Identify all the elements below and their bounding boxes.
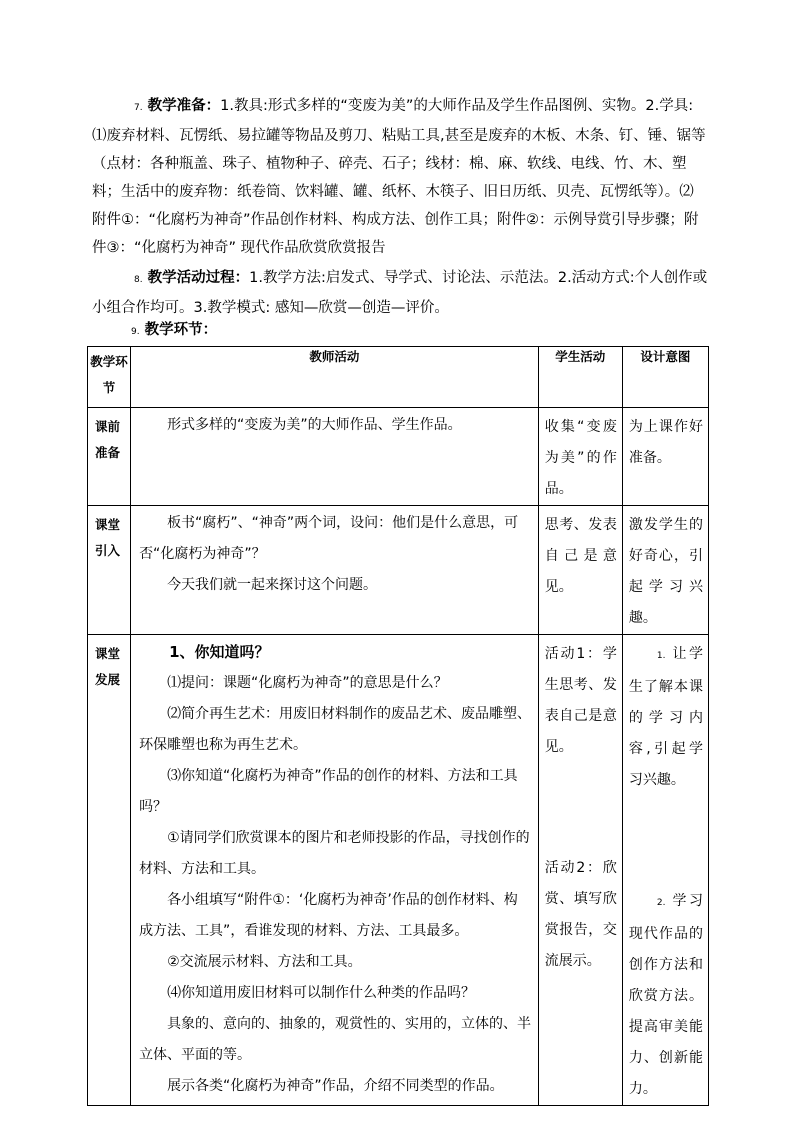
row-student-activity: 收集“变废为美”的作品。 (538, 408, 622, 506)
design-intent-2: 2. 学习现代作品的创作方法和欣赏方法。提高审美能力、创新能力。 (628, 893, 704, 1097)
section-7-number: 7. (134, 103, 143, 113)
section-9-title: 教学环节： (144, 322, 218, 338)
table-row (88, 506, 709, 635)
section-9-number: 9. (131, 327, 140, 337)
teacher-text: ②交流展示材料、方法和工具。 (167, 954, 362, 970)
teacher-section-title: 1、你知道吗？ (169, 643, 270, 661)
teacher-text: 展示各类“化腐朽为神奇”作品，介绍不同类型的作品。 (167, 1078, 504, 1094)
design-intent-1: 1. 让学生了解本课的学习内容,引起学习兴趣。 (628, 646, 704, 788)
teacher-text: ⑴提问：课题“化腐朽为神奇”的意思是什么？ (167, 675, 448, 691)
header-teacher: 教师活动 (131, 347, 539, 408)
row-stage: 课前准备 (88, 408, 131, 506)
row-teacher-activity (131, 506, 539, 635)
teacher-text: 各小组填写“附件①：‘化腐朽为神奇’作品的创作材料、构成方法、工具”，看谁发现的材料、方法、工具最多。 (139, 892, 518, 939)
row-teacher-activity (131, 408, 539, 506)
row-design-intent: 激发学生的好奇心，引起学习兴趣。 (622, 506, 708, 635)
table-row (88, 635, 709, 1106)
header-student: 学生活动 (538, 347, 622, 408)
section-8-text: 1.教学方法:启发式、导学式、讨论法、示范法。2.活动方式:个人创作或小组合作均可。3.教学模式: 感知—欣赏—创造—评价。 (92, 270, 708, 316)
section-7-title: 教学准备： (147, 98, 221, 114)
teacher-text: 板书“腐朽”、“神奇”两个词，设问：他们是什么意思，可否“化腐朽为神奇”？ (139, 515, 519, 562)
student-activity-1: 活动1：学生思考、发表自己是意见。 (544, 646, 617, 755)
table-row (88, 408, 709, 506)
row-stage: 课堂引入 (88, 506, 131, 635)
student-activity-2: 活动2：欣赏、填写欣赏报告，交流展示。 (544, 860, 617, 969)
teacher-text: 具象的、意向的、抽象的，观赏性的、实用的，立体的、半立体、平面的等。 (139, 1016, 532, 1063)
section-8-paragraph (92, 264, 708, 322)
row-student-activity: 思考、发表自己是意见。 (538, 506, 622, 635)
teaching-steps-table (87, 346, 709, 1106)
teacher-text: ⑶你知道“化腐朽为神奇”作品的创作的材料、方法和工具吗？ (139, 768, 518, 815)
teacher-text: ⑷你知道用废旧材料可以制作什么种类的作品吗？ (167, 985, 476, 1001)
row-design-intent: 为上课作好准备。 (622, 408, 708, 506)
section-8-title: 教学活动过程： (147, 270, 250, 286)
table-header-row (88, 347, 709, 408)
teacher-text: ①请同学们欣赏课本的图片和老师投影的作品，寻找创作的材料、方法和工具。 (139, 830, 530, 877)
section-8-number: 8. (134, 275, 143, 285)
row-stage: 课堂发展 (88, 635, 131, 1106)
section-7-paragraph (92, 92, 708, 262)
teacher-text: 形式多样的“变废为美”的大师作品、学生作品。 (167, 417, 462, 433)
row-design-intent (622, 635, 708, 1106)
header-stage: 教学环节 (88, 347, 131, 408)
header-design: 设计意图 (622, 347, 708, 408)
row-student-activity (538, 635, 622, 1106)
teacher-text: 今天我们就一起来探讨这个问题。 (167, 577, 378, 593)
section-7-text: 1.教具:形式多样的“变废为美”的大师作品及学生作品图例、实物。2.学具: ⑴废弃材料、瓦愣纸、易拉罐等物品及剪刀、粘贴工具,甚至是废弃的木板、木条、钉、锤、锯等（点材：各种瓶盖、珠子、植物种子、碎壳、石子；线材：棉、麻、软线、电线、竹、木、塑料；生活中的废弃物：纸卷筒、饮料罐、罐、纸杯、木筷子、旧日历纸、贝壳、瓦愣纸等）。⑵附件①：“化腐朽为神奇”作品创作材料、构成方法、创作工具；附件②：示例导赏引导步骤；附件③：“化腐朽为神奇” 现代作品欣赏欣赏报告 (92, 98, 706, 256)
row-teacher-activity (131, 635, 539, 1106)
teacher-text: ⑵简介再生艺术：用废旧材料制作的废品艺术、废品雕塑、环保雕塑也称为再生艺术。 (139, 706, 532, 753)
section-9-heading (131, 318, 217, 339)
